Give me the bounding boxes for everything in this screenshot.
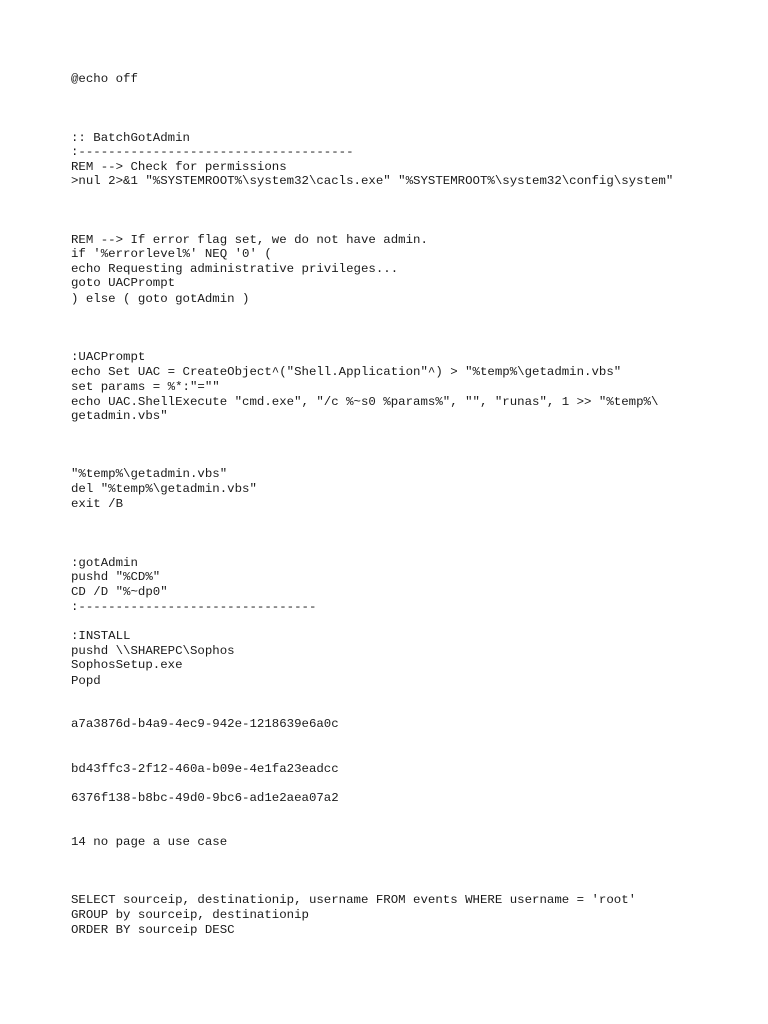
code-line: 6376f138-b8bc-49d0-9bc6-ad1e2aea07a2 — [71, 791, 339, 805]
code-line: echo Requesting administrative privileges... — [71, 262, 399, 276]
code-line: :UACPrompt — [71, 350, 146, 364]
code-line: Popd — [71, 674, 101, 688]
code-line: set params = %*:"="" — [71, 380, 220, 394]
code-line: :INSTALL — [71, 629, 131, 643]
code-line: SELECT sourceip, destinationip, username FROM events WHERE username = 'root' — [71, 893, 637, 907]
code-line: goto UACPrompt — [71, 276, 176, 290]
code-line: "%temp%\getadmin.vbs" — [71, 467, 228, 481]
code-line: if '%errorlevel%' NEQ '0' ( — [71, 247, 272, 261]
code-line: @echo off — [71, 72, 138, 86]
code-line: a7a3876d-b4a9-4ec9-942e-1218639e6a0c — [71, 717, 339, 731]
code-line: SophosSetup.exe — [71, 658, 183, 672]
code-line: 14 no page a use case — [71, 835, 228, 849]
code-line: REM --> Check for permissions — [71, 160, 287, 174]
code-line: :gotAdmin — [71, 556, 138, 570]
code-line: ) else ( goto gotAdmin ) — [71, 292, 250, 306]
code-line: :: BatchGotAdmin — [71, 131, 190, 145]
code-line: echo UAC.ShellExecute "cmd.exe", "/c %~s0 %params%", "", "runas", 1 >> "%temp%\ — [71, 395, 659, 409]
code-line: bd43ffc3-2f12-460a-b09e-4e1fa23eadcc — [71, 762, 339, 776]
code-line: echo Set UAC = CreateObject^("Shell.Application"^) > "%temp%\getadmin.vbs" — [71, 365, 622, 379]
code-line: getadmin.vbs" — [71, 409, 168, 423]
code-line: CD /D "%~dp0" — [71, 585, 168, 599]
code-line: ORDER BY sourceip DESC — [71, 923, 235, 937]
code-line: :-------------------------------- — [71, 600, 317, 614]
code-line: del "%temp%\getadmin.vbs" — [71, 482, 257, 496]
code-line: :------------------------------------- — [71, 145, 354, 159]
code-line: >nul 2>&1 "%SYSTEMROOT%\system32\cacls.exe" "%SYSTEMROOT%\system32\config\system" — [71, 174, 674, 188]
code-line: pushd \\SHAREPC\Sophos — [71, 644, 235, 658]
code-line: GROUP by sourceip, destinationip — [71, 908, 309, 922]
code-line: REM --> If error flag set, we do not have admin. — [71, 233, 428, 247]
code-line: exit /B — [71, 497, 124, 511]
code-line: pushd "%CD%" — [71, 570, 161, 584]
